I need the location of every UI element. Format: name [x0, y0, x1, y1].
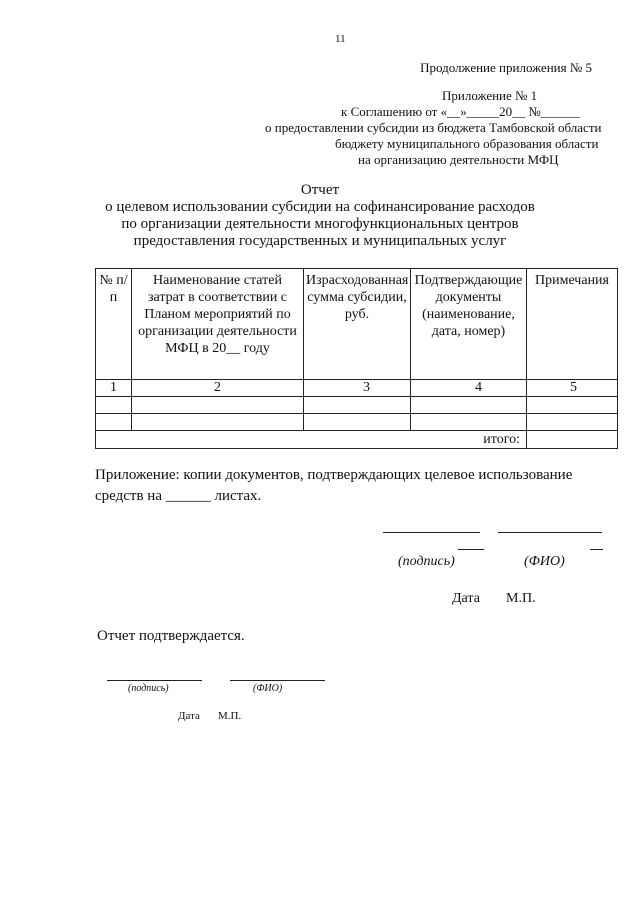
col-header-amount: Израсходованная сумма субсидии, руб.	[304, 269, 411, 380]
confirm-name-label: (ФИО)	[253, 683, 283, 694]
column-number: 3	[304, 380, 411, 397]
confirm-signature-line	[107, 680, 202, 681]
attachment-note: Приложение: копии документов, подтверждающих целевое использование средств на ______ листах.	[95, 467, 573, 504]
report-title	[0, 182, 640, 250]
name-line	[498, 532, 602, 533]
date-label: Дата	[452, 591, 480, 606]
column-number: 5	[527, 380, 618, 397]
confirm-signature-label: (подпись)	[128, 683, 169, 694]
signature-label: (подпись)	[398, 554, 455, 569]
annex-subsidy-line: о предоставлении субсидии из бюджета Тамбовской области	[265, 120, 602, 135]
name-label: (ФИО)	[524, 554, 565, 569]
annex-municipal-line: бюджету муниципального образования области	[335, 136, 599, 151]
table-header-row	[96, 269, 618, 380]
column-number: 1	[96, 380, 132, 397]
annex-agreement-line: к Соглашению от «__»_____20__ №______	[341, 104, 580, 119]
annex-mfc-line: на организацию деятельности МФЦ	[358, 152, 559, 167]
confirm-date-label: Дата	[178, 710, 200, 722]
continuation-label: Продолжение приложения № 5	[420, 60, 592, 75]
table-row	[96, 414, 618, 431]
total-row	[96, 431, 618, 449]
signature-tick	[458, 549, 484, 550]
stamp-label: М.П.	[506, 591, 536, 606]
annex-title: Приложение № 1	[442, 88, 538, 103]
col-header-number: № п/п	[96, 269, 132, 380]
col-header-documents: Подтверждающие документы (наименование, дата, номер)	[411, 269, 527, 380]
column-number: 2	[132, 380, 304, 397]
total-value	[527, 431, 618, 449]
column-number-row	[96, 380, 618, 397]
column-number: 4	[411, 380, 527, 397]
name-tick	[590, 549, 603, 550]
report-title-line2: о целевом использовании субсидии на софинансирование расходов	[105, 199, 535, 215]
table-row	[96, 397, 618, 414]
signature-line	[383, 532, 480, 533]
col-header-cost-items: Наименование статей затрат в соответствии с Планом мероприятий по организации деятельности МФЦ в 20__ году	[132, 269, 304, 380]
report-title-line1: Отчет	[300, 182, 340, 198]
report-title-line4: предоставления государственных и муниципальных услуг	[133, 233, 507, 249]
page-number: 11	[335, 33, 346, 45]
total-label: итого:	[96, 431, 527, 449]
confirm-stamp-label: М.П.	[218, 710, 242, 722]
report-title-line3: по организации деятельности многофункциональных центров	[121, 216, 519, 232]
confirmation-text: Отчет подтверждается.	[97, 628, 245, 644]
report-table	[95, 268, 618, 449]
confirm-name-line	[230, 680, 325, 681]
col-header-notes: Примечания	[527, 269, 618, 380]
